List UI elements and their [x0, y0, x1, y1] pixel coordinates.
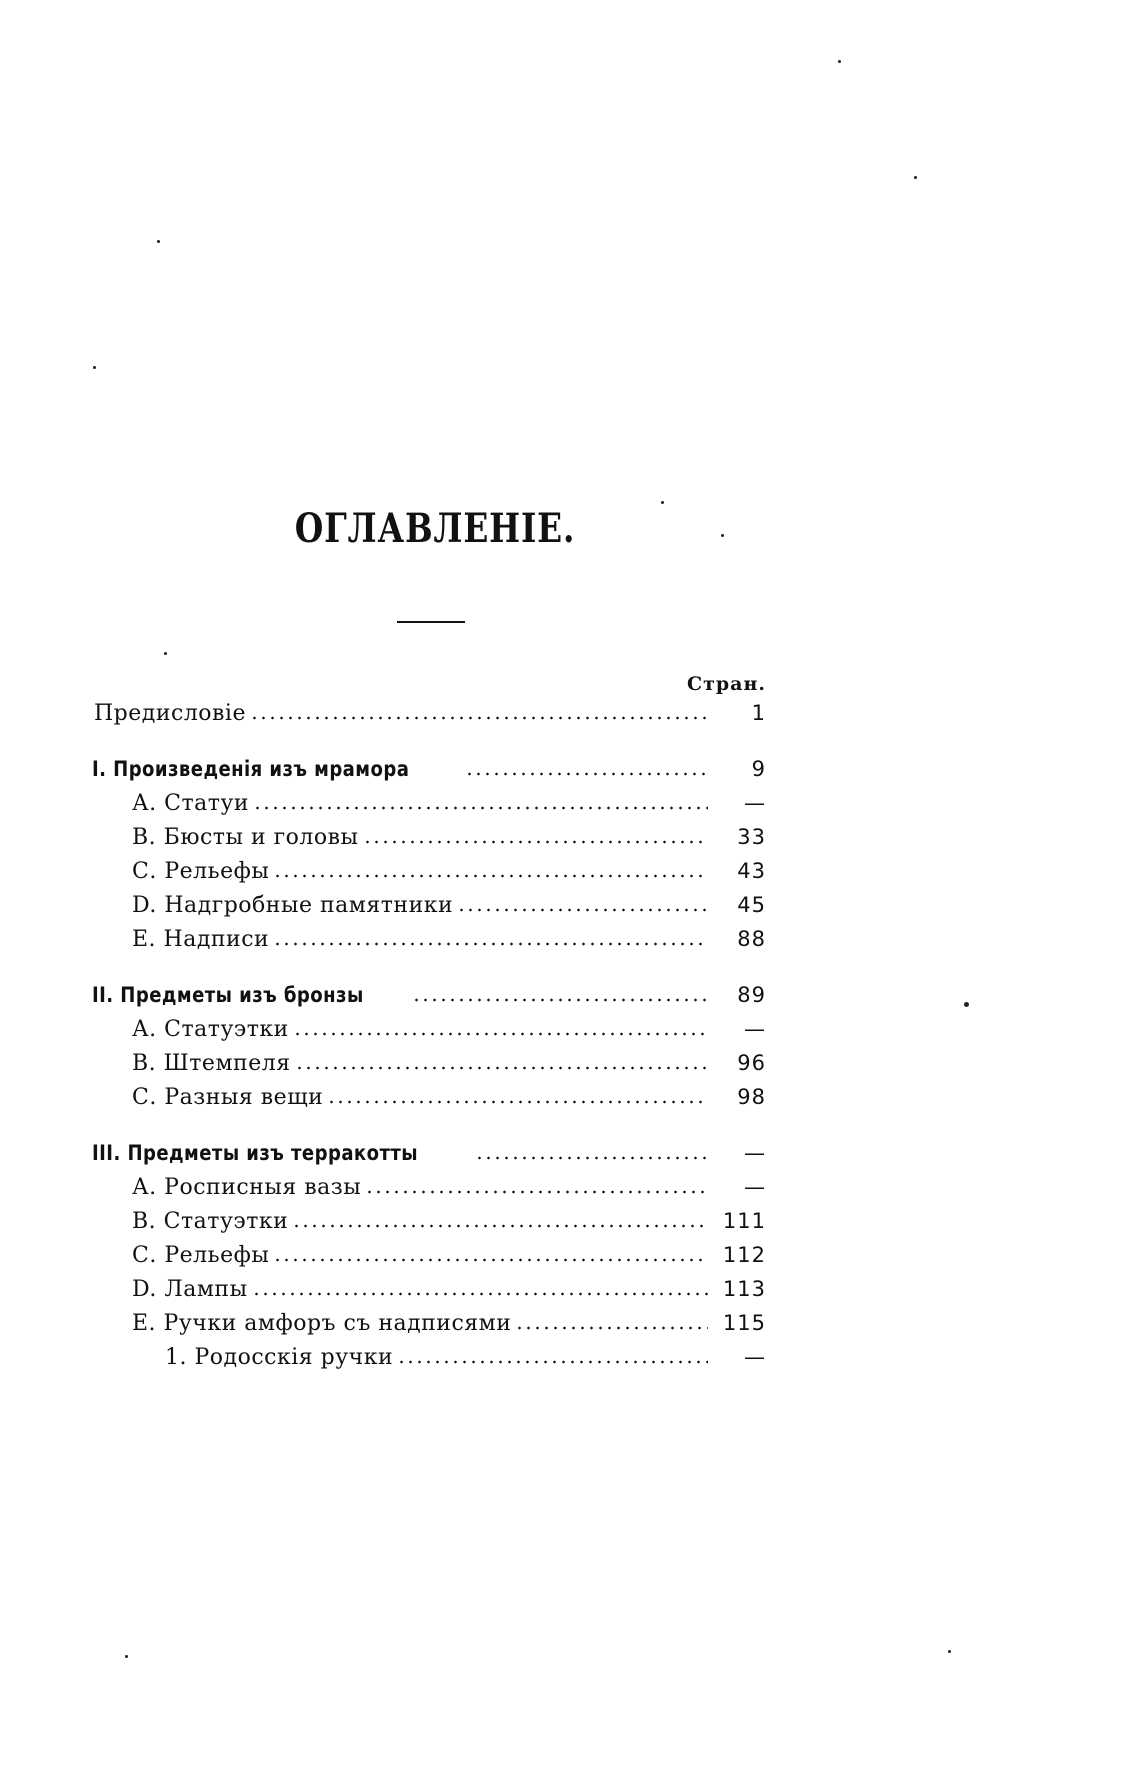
toc-entry-label: С. Рельефы	[132, 859, 270, 884]
toc-entry	[132, 786, 766, 820]
toc-entry	[132, 1012, 766, 1046]
scan-speck	[661, 501, 664, 504]
toc-entry-label: I. Произведенія изъ мрамора	[92, 757, 410, 781]
toc-dot-leader	[363, 840, 708, 844]
toc-entry-page: 33	[737, 825, 766, 849]
toc-entry	[132, 1170, 766, 1204]
toc-entry	[132, 820, 766, 854]
toc-entry-page: 88	[737, 927, 766, 951]
title-rule	[397, 621, 465, 623]
toc-dot-leader	[465, 772, 708, 776]
toc-entry-label: Е. Ручки амфоръ съ надписями	[132, 1311, 512, 1336]
toc-dot-leader	[273, 874, 708, 878]
toc-entry-label: 1. Родосскія ручки	[165, 1345, 394, 1370]
toc-entry-label: Е. Надписи	[132, 927, 270, 952]
toc-dot-leader	[295, 1066, 708, 1070]
scan-speck	[125, 1655, 128, 1658]
toc-entry-page: 115	[722, 1311, 766, 1335]
page-column-header: Стран.	[686, 673, 766, 695]
toc-dot-leader	[515, 1326, 708, 1330]
toc-entry	[92, 978, 766, 1012]
toc-dot-leader	[273, 942, 708, 946]
toc-entry	[92, 752, 766, 786]
toc-entry-page: 89	[737, 983, 766, 1007]
toc-dot-leader	[293, 1032, 708, 1036]
toc-dot-leader	[457, 908, 708, 912]
toc-entry-page: —	[744, 1017, 766, 1041]
toc-entry-page: 111	[722, 1209, 766, 1233]
toc-entry	[132, 1272, 766, 1306]
toc-entry-page: 113	[722, 1277, 766, 1301]
toc-entry	[165, 1340, 766, 1374]
toc-dot-leader	[253, 806, 708, 810]
toc-dot-leader	[365, 1190, 708, 1194]
scan-speck	[157, 240, 160, 243]
scan-speck	[964, 1002, 969, 1007]
toc-entry-label: В. Статуэтки	[132, 1209, 289, 1234]
toc-entry	[132, 1080, 766, 1114]
page-title: ОГЛАВЛЕНІЕ.	[294, 505, 576, 552]
toc-dot-leader	[252, 1292, 708, 1296]
scan-speck	[914, 176, 917, 179]
toc-entry-label: А. Статуэтки	[132, 1017, 289, 1042]
toc-entry-page: 98	[737, 1085, 766, 1109]
toc-entry-page: 112	[722, 1243, 766, 1267]
toc-dot-leader	[273, 1258, 708, 1262]
toc-entry-page: 43	[737, 859, 766, 883]
toc-entry	[132, 1204, 766, 1238]
toc-dot-leader	[327, 1100, 708, 1104]
toc-entry-label: А. Росписныя вазы	[132, 1175, 362, 1200]
toc-entry	[132, 854, 766, 888]
toc-entry-page: —	[744, 1345, 766, 1369]
toc-dot-leader	[292, 1224, 708, 1228]
toc-entry-page: 9	[751, 757, 766, 781]
toc-entry-label: III. Предметы изъ терракотты	[92, 1141, 419, 1165]
scan-speck	[948, 1650, 951, 1653]
toc-entry	[94, 696, 766, 730]
scan-speck	[164, 652, 167, 655]
toc-entry	[132, 1306, 766, 1340]
scan-speck	[721, 534, 724, 537]
toc-entry	[132, 922, 766, 956]
toc-dot-leader	[412, 998, 708, 1002]
scan-speck	[93, 366, 96, 369]
toc-entry	[132, 1238, 766, 1272]
toc-entry-page: 45	[737, 893, 766, 917]
toc-entry	[132, 1046, 766, 1080]
toc-dot-leader	[250, 716, 708, 720]
toc-entry-label: С. Разныя вещи	[132, 1085, 324, 1110]
toc-entry-label: В. Бюсты и головы	[132, 825, 359, 850]
toc-entry-label: С. Рельефы	[132, 1243, 270, 1268]
toc-entry-page: 96	[737, 1051, 766, 1075]
toc-entry-page: —	[744, 1141, 766, 1165]
toc-dot-leader	[397, 1360, 708, 1364]
toc-entry	[92, 1136, 766, 1170]
toc-entry-label: Предисловіе	[94, 701, 246, 726]
toc-entry-page: —	[744, 791, 766, 815]
toc-entry-label: D. Лампы	[132, 1277, 248, 1302]
toc-entry-page: 1	[751, 701, 766, 725]
toc-entry-page: —	[744, 1175, 766, 1199]
toc-entry-label: А. Статуи	[132, 791, 250, 816]
toc-dot-leader	[475, 1156, 708, 1160]
scan-speck	[838, 60, 841, 63]
toc-entry-label: В. Штемпеля	[132, 1051, 291, 1076]
toc-entry-label: D. Надгробные памятники	[132, 893, 454, 918]
toc-entry-label: II. Предметы изъ бронзы	[92, 983, 364, 1007]
toc-entry	[132, 888, 766, 922]
